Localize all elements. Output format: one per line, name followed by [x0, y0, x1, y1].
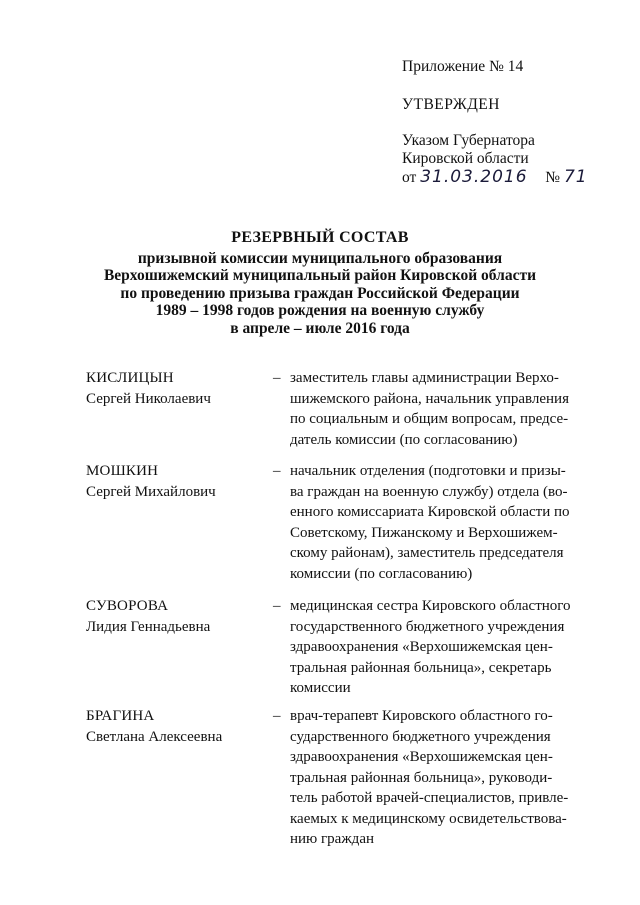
document-title — [100, 229, 540, 337]
decree-date-line — [402, 168, 588, 187]
entry-dash: – — [273, 463, 281, 479]
annex-number: Приложение № 14 — [402, 58, 524, 75]
member-given-names: Лидия Геннадьевна — [86, 618, 211, 635]
number-prefix: № — [545, 169, 561, 186]
member-role: врач-терапевт Кировского областного го- сударственного бюджетного учреждения здравоохранения «Верхошижемская цен- тральная районная больница», руководи- тель работой врачей-специалистов, привле- каемых к медицинскому освидетельствова- нию граждан — [290, 708, 569, 847]
entry-dash: – — [273, 598, 281, 614]
entry-dash: – — [273, 708, 281, 724]
decree-region: Кировской области — [402, 150, 529, 167]
member-role: начальник отделения (подготовки и призы- ва граждан на военную службу) отдела (во- енного комиссариата Кировской области по Советскому, Пижанскому и Верхошижем- скому районам), заместитель председателя комиссии (по согласованию) — [290, 463, 570, 582]
member-surname: КИСЛИЦЫН — [86, 370, 174, 386]
member-surname: БРАГИНА — [86, 708, 155, 724]
title-line: в апреле – июле 2016 года — [230, 319, 410, 337]
member-role: заместитель главы администрации Верхо- шижемского района, начальник управления по социальным и общим вопросам, предсе- датель комиссии (по согласованию) — [290, 370, 569, 448]
member-name — [86, 368, 271, 409]
member-name — [86, 596, 271, 637]
handwritten-number: 71 — [563, 167, 588, 187]
member-given-names: Светлана Алексеевна — [86, 728, 223, 745]
decree-issuer: Указом Губернатора — [402, 132, 535, 149]
entry-dash: – — [273, 370, 281, 386]
title-line: призывной комиссии муниципального образования — [137, 249, 503, 267]
title-line: Верхошижемский муниципальный район Кировской области — [103, 267, 537, 284]
member-surname: МОШКИН — [86, 463, 159, 479]
member-role: медицинская сестра Кировского областного государственного бюджетного учреждения здравоохранения «Верхошижемская цен- тральная районная больница», секретарь комиссии — [290, 598, 571, 696]
member-name — [86, 461, 271, 502]
member-given-names: Сергей Николаевич — [86, 390, 211, 407]
approved-stamp: УТВЕРЖДЕН — [402, 96, 500, 113]
title-line: по проведению призыва граждан Российской Федерации — [120, 284, 520, 302]
title-line: 1989 – 1998 годов рождения на военную службу — [155, 302, 485, 319]
date-prefix: от — [402, 169, 417, 186]
title-main: РЕЗЕРВНЫЙ СОСТАВ — [231, 229, 409, 246]
member-surname: СУВОРОВА — [86, 598, 169, 614]
member-name — [86, 706, 271, 747]
member-given-names: Сергей Михайлович — [86, 483, 216, 500]
handwritten-date: 31.03.2016 — [420, 167, 528, 187]
